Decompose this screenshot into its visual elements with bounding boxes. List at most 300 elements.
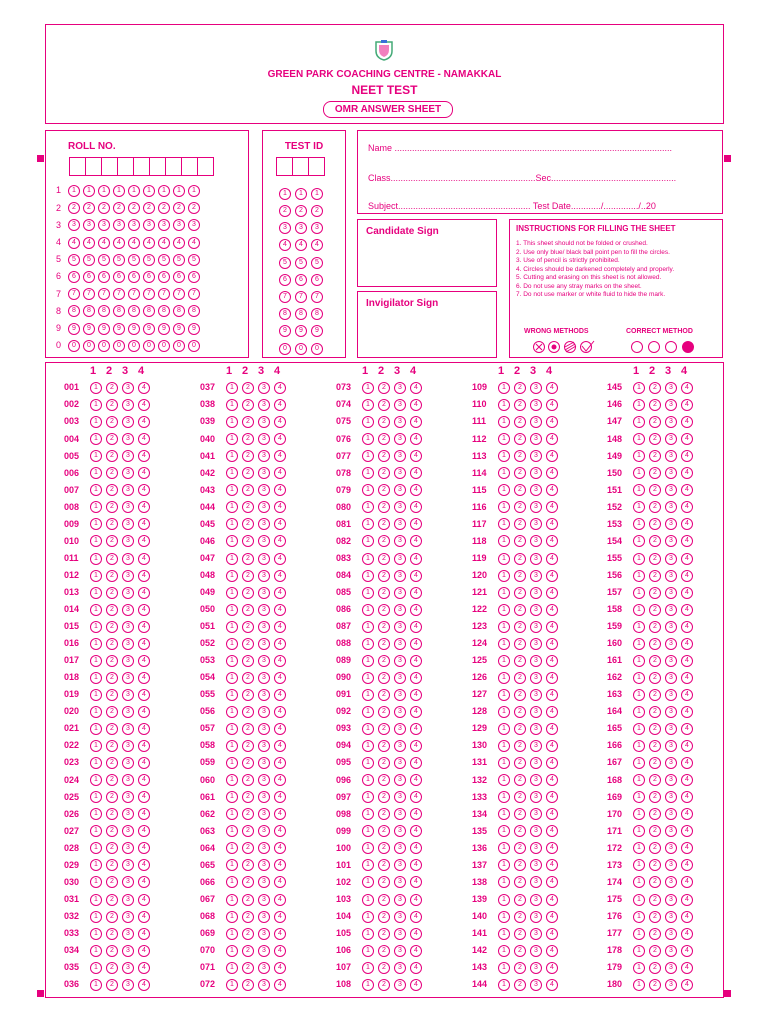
answer-bubble[interactable]: 2: [649, 740, 661, 752]
roll-bubble[interactable]: 9: [173, 323, 185, 335]
answer-bubble[interactable]: 1: [362, 535, 374, 547]
answer-bubble[interactable]: 3: [530, 416, 542, 428]
answer-bubble[interactable]: 2: [242, 416, 254, 428]
answer-bubble[interactable]: 2: [514, 518, 526, 530]
answer-bubble[interactable]: 3: [665, 570, 677, 582]
answer-bubble[interactable]: 4: [546, 416, 558, 428]
answer-bubble[interactable]: 2: [514, 911, 526, 923]
answer-bubble[interactable]: 4: [410, 774, 422, 786]
answer-bubble[interactable]: 3: [394, 911, 406, 923]
answer-bubble[interactable]: 2: [514, 962, 526, 974]
answer-bubble[interactable]: 3: [122, 791, 134, 803]
answer-bubble[interactable]: 1: [633, 791, 645, 803]
answer-bubble[interactable]: 4: [410, 689, 422, 701]
answer-bubble[interactable]: 4: [681, 689, 693, 701]
answer-bubble[interactable]: 2: [514, 450, 526, 462]
answer-bubble[interactable]: 2: [649, 399, 661, 411]
roll-bubble[interactable]: 7: [173, 288, 185, 300]
roll-bubble[interactable]: 1: [143, 185, 155, 197]
answer-bubble[interactable]: 1: [226, 825, 238, 837]
answer-bubble[interactable]: 4: [274, 911, 286, 923]
answer-bubble[interactable]: 2: [649, 723, 661, 735]
answer-bubble[interactable]: 4: [274, 518, 286, 530]
roll-bubble[interactable]: 2: [83, 202, 95, 214]
roll-bubble[interactable]: 5: [173, 254, 185, 266]
answer-bubble[interactable]: 1: [226, 876, 238, 888]
answer-bubble[interactable]: 2: [378, 655, 390, 667]
test-id-bubble[interactable]: 4: [311, 239, 323, 251]
roll-bubble[interactable]: 5: [68, 254, 80, 266]
answer-bubble[interactable]: 2: [514, 842, 526, 854]
answer-bubble[interactable]: 4: [546, 450, 558, 462]
answer-bubble[interactable]: 2: [106, 876, 118, 888]
answer-bubble[interactable]: 4: [410, 945, 422, 957]
answer-bubble[interactable]: 2: [106, 604, 118, 616]
answer-bubble[interactable]: 2: [106, 553, 118, 565]
answer-bubble[interactable]: 1: [633, 467, 645, 479]
answer-bubble[interactable]: 1: [90, 655, 102, 667]
answer-bubble[interactable]: 1: [633, 433, 645, 445]
roll-bubble[interactable]: 3: [128, 219, 140, 231]
answer-bubble[interactable]: 4: [681, 859, 693, 871]
answer-bubble[interactable]: 1: [362, 450, 374, 462]
answer-bubble[interactable]: 2: [242, 450, 254, 462]
answer-bubble[interactable]: 2: [106, 672, 118, 684]
answer-bubble[interactable]: 1: [226, 808, 238, 820]
answer-bubble[interactable]: 4: [546, 774, 558, 786]
answer-bubble[interactable]: 2: [378, 450, 390, 462]
answer-bubble[interactable]: 3: [258, 876, 270, 888]
answer-bubble[interactable]: 1: [226, 911, 238, 923]
answer-bubble[interactable]: 3: [122, 621, 134, 633]
answer-bubble[interactable]: 4: [138, 723, 150, 735]
answer-bubble[interactable]: 4: [410, 876, 422, 888]
answer-bubble[interactable]: 3: [665, 962, 677, 974]
answer-bubble[interactable]: 3: [122, 518, 134, 530]
answer-bubble[interactable]: 3: [122, 467, 134, 479]
answer-bubble[interactable]: 4: [546, 859, 558, 871]
answer-bubble[interactable]: 2: [106, 894, 118, 906]
answer-bubble[interactable]: 2: [106, 945, 118, 957]
answer-bubble[interactable]: 3: [665, 484, 677, 496]
answer-bubble[interactable]: 4: [681, 979, 693, 991]
answer-bubble[interactable]: 1: [498, 723, 510, 735]
answer-bubble[interactable]: 4: [410, 638, 422, 650]
answer-bubble[interactable]: 3: [394, 501, 406, 513]
answer-bubble[interactable]: 2: [378, 774, 390, 786]
answer-bubble[interactable]: 1: [90, 842, 102, 854]
answer-bubble[interactable]: 3: [665, 928, 677, 940]
answer-bubble[interactable]: 2: [378, 604, 390, 616]
answer-bubble[interactable]: 2: [378, 621, 390, 633]
roll-bubble[interactable]: 1: [158, 185, 170, 197]
answer-bubble[interactable]: 3: [122, 740, 134, 752]
answer-bubble[interactable]: 2: [514, 723, 526, 735]
answer-bubble[interactable]: 3: [122, 842, 134, 854]
answer-bubble[interactable]: 1: [226, 962, 238, 974]
answer-bubble[interactable]: 2: [514, 604, 526, 616]
answer-bubble[interactable]: 2: [106, 655, 118, 667]
answer-bubble[interactable]: 2: [242, 399, 254, 411]
answer-bubble[interactable]: 3: [394, 518, 406, 530]
answer-bubble[interactable]: 1: [226, 928, 238, 940]
answer-bubble[interactable]: 2: [649, 808, 661, 820]
answer-bubble[interactable]: 2: [649, 655, 661, 667]
answer-bubble[interactable]: 2: [514, 928, 526, 940]
answer-bubble[interactable]: 2: [242, 689, 254, 701]
answer-bubble[interactable]: 4: [274, 672, 286, 684]
roll-bubble[interactable]: 4: [158, 237, 170, 249]
roll-bubble[interactable]: 9: [98, 323, 110, 335]
answer-bubble[interactable]: 4: [138, 450, 150, 462]
answer-bubble[interactable]: 1: [226, 638, 238, 650]
answer-bubble[interactable]: 4: [681, 945, 693, 957]
answer-bubble[interactable]: 2: [649, 979, 661, 991]
answer-bubble[interactable]: 2: [378, 518, 390, 530]
invigilator-sign-box[interactable]: [357, 291, 497, 358]
answer-bubble[interactable]: 3: [530, 689, 542, 701]
answer-bubble[interactable]: 4: [410, 911, 422, 923]
answer-bubble[interactable]: 4: [138, 808, 150, 820]
answer-bubble[interactable]: 4: [546, 535, 558, 547]
answer-bubble[interactable]: 4: [138, 604, 150, 616]
answer-bubble[interactable]: 1: [498, 740, 510, 752]
answer-bubble[interactable]: 2: [378, 570, 390, 582]
answer-bubble[interactable]: 3: [530, 723, 542, 735]
roll-digit-cell[interactable]: [117, 157, 134, 176]
answer-bubble[interactable]: 4: [274, 825, 286, 837]
answer-bubble[interactable]: 4: [546, 791, 558, 803]
answer-bubble[interactable]: 1: [226, 774, 238, 786]
answer-bubble[interactable]: 1: [362, 911, 374, 923]
answer-bubble[interactable]: 1: [90, 467, 102, 479]
answer-bubble[interactable]: 3: [530, 894, 542, 906]
answer-bubble[interactable]: 3: [394, 962, 406, 974]
answer-bubble[interactable]: 1: [633, 894, 645, 906]
answer-bubble[interactable]: 2: [242, 791, 254, 803]
answer-bubble[interactable]: 2: [106, 928, 118, 940]
answer-bubble[interactable]: 1: [498, 484, 510, 496]
answer-bubble[interactable]: 2: [106, 911, 118, 923]
answer-bubble[interactable]: 4: [410, 621, 422, 633]
answer-bubble[interactable]: 3: [394, 655, 406, 667]
answer-bubble[interactable]: 4: [410, 859, 422, 871]
roll-bubble[interactable]: 5: [158, 254, 170, 266]
answer-bubble[interactable]: 4: [274, 723, 286, 735]
answer-bubble[interactable]: 1: [633, 416, 645, 428]
answer-bubble[interactable]: 1: [362, 894, 374, 906]
answer-bubble[interactable]: 4: [138, 689, 150, 701]
answer-bubble[interactable]: 3: [394, 774, 406, 786]
answer-bubble[interactable]: 2: [242, 842, 254, 854]
answer-bubble[interactable]: 4: [681, 399, 693, 411]
answer-bubble[interactable]: 3: [394, 706, 406, 718]
answer-bubble[interactable]: 1: [226, 518, 238, 530]
answer-bubble[interactable]: 2: [378, 791, 390, 803]
answer-bubble[interactable]: 1: [498, 774, 510, 786]
answer-bubble[interactable]: 4: [274, 979, 286, 991]
answer-bubble[interactable]: 1: [90, 791, 102, 803]
answer-bubble[interactable]: 1: [226, 433, 238, 445]
answer-bubble[interactable]: 1: [362, 467, 374, 479]
answer-bubble[interactable]: 3: [258, 825, 270, 837]
answer-bubble[interactable]: 1: [633, 979, 645, 991]
answer-bubble[interactable]: 3: [665, 433, 677, 445]
answer-bubble[interactable]: 4: [546, 757, 558, 769]
answer-bubble[interactable]: 1: [498, 757, 510, 769]
answer-bubble[interactable]: 1: [226, 859, 238, 871]
roll-bubble[interactable]: 8: [83, 305, 95, 317]
answer-bubble[interactable]: 2: [649, 501, 661, 513]
answer-bubble[interactable]: 1: [498, 825, 510, 837]
answer-bubble[interactable]: 2: [514, 979, 526, 991]
answer-bubble[interactable]: 2: [106, 808, 118, 820]
answer-bubble[interactable]: 4: [274, 655, 286, 667]
answer-bubble[interactable]: 2: [106, 570, 118, 582]
answer-bubble[interactable]: 4: [681, 808, 693, 820]
answer-bubble[interactable]: 2: [514, 774, 526, 786]
answer-bubble[interactable]: 4: [138, 894, 150, 906]
roll-bubble[interactable]: 6: [113, 271, 125, 283]
roll-bubble[interactable]: 4: [113, 237, 125, 249]
subject-date-field[interactable]: Subject..................................................... Test Date............/............../..20: [368, 201, 656, 211]
answer-bubble[interactable]: 4: [681, 825, 693, 837]
answer-bubble[interactable]: 3: [665, 911, 677, 923]
answer-bubble[interactable]: 4: [274, 621, 286, 633]
answer-bubble[interactable]: 3: [530, 911, 542, 923]
roll-bubble[interactable]: 8: [173, 305, 185, 317]
answer-bubble[interactable]: 3: [258, 723, 270, 735]
answer-bubble[interactable]: 3: [530, 535, 542, 547]
answer-bubble[interactable]: 4: [410, 604, 422, 616]
roll-bubble[interactable]: 7: [83, 288, 95, 300]
answer-bubble[interactable]: 2: [242, 740, 254, 752]
answer-bubble[interactable]: 3: [258, 382, 270, 394]
answer-bubble[interactable]: 3: [665, 876, 677, 888]
answer-bubble[interactable]: 3: [122, 450, 134, 462]
roll-bubble[interactable]: 2: [98, 202, 110, 214]
answer-bubble[interactable]: 1: [633, 706, 645, 718]
answer-bubble[interactable]: 2: [106, 723, 118, 735]
answer-bubble[interactable]: 1: [362, 876, 374, 888]
roll-bubble[interactable]: 6: [128, 271, 140, 283]
answer-bubble[interactable]: 4: [274, 876, 286, 888]
answer-bubble[interactable]: 4: [138, 706, 150, 718]
answer-bubble[interactable]: 4: [274, 842, 286, 854]
roll-bubble[interactable]: 5: [83, 254, 95, 266]
answer-bubble[interactable]: 3: [665, 621, 677, 633]
answer-bubble[interactable]: 2: [378, 911, 390, 923]
answer-bubble[interactable]: 4: [274, 416, 286, 428]
answer-bubble[interactable]: 2: [514, 757, 526, 769]
answer-bubble[interactable]: 4: [410, 467, 422, 479]
answer-bubble[interactable]: 4: [410, 399, 422, 411]
answer-bubble[interactable]: 3: [394, 859, 406, 871]
roll-bubble[interactable]: 7: [98, 288, 110, 300]
answer-bubble[interactable]: 4: [546, 518, 558, 530]
answer-bubble[interactable]: 1: [90, 928, 102, 940]
answer-bubble[interactable]: 1: [498, 979, 510, 991]
test-id-bubble[interactable]: 5: [311, 257, 323, 269]
answer-bubble[interactable]: 3: [122, 825, 134, 837]
answer-bubble[interactable]: 2: [106, 621, 118, 633]
answer-bubble[interactable]: 2: [242, 979, 254, 991]
roll-bubble[interactable]: 3: [143, 219, 155, 231]
answer-bubble[interactable]: 3: [665, 655, 677, 667]
answer-bubble[interactable]: 1: [498, 791, 510, 803]
roll-number-entry-cells[interactable]: [69, 157, 213, 181]
answer-bubble[interactable]: 1: [633, 740, 645, 752]
roll-bubble[interactable]: 2: [128, 202, 140, 214]
answer-bubble[interactable]: 1: [90, 894, 102, 906]
roll-bubble[interactable]: 7: [113, 288, 125, 300]
answer-bubble[interactable]: 3: [258, 416, 270, 428]
roll-bubble[interactable]: 0: [113, 340, 125, 352]
answer-bubble[interactable]: 3: [258, 501, 270, 513]
answer-bubble[interactable]: 4: [681, 570, 693, 582]
answer-bubble[interactable]: 2: [378, 928, 390, 940]
answer-bubble[interactable]: 2: [242, 518, 254, 530]
roll-bubble[interactable]: 5: [188, 254, 200, 266]
roll-bubble[interactable]: 7: [128, 288, 140, 300]
roll-bubble[interactable]: 2: [173, 202, 185, 214]
answer-bubble[interactable]: 3: [665, 382, 677, 394]
answer-bubble[interactable]: 3: [530, 672, 542, 684]
answer-bubble[interactable]: 1: [498, 928, 510, 940]
answer-bubble[interactable]: 1: [226, 467, 238, 479]
answer-bubble[interactable]: 2: [242, 706, 254, 718]
roll-bubble[interactable]: 9: [128, 323, 140, 335]
answer-bubble[interactable]: 2: [649, 587, 661, 599]
answer-bubble[interactable]: 2: [649, 962, 661, 974]
answer-bubble[interactable]: 2: [106, 825, 118, 837]
answer-bubble[interactable]: 1: [226, 416, 238, 428]
answer-bubble[interactable]: 4: [681, 518, 693, 530]
test-id-bubble[interactable]: 9: [295, 325, 307, 337]
answer-bubble[interactable]: 2: [649, 416, 661, 428]
answer-bubble[interactable]: 4: [410, 791, 422, 803]
answer-bubble[interactable]: 3: [122, 433, 134, 445]
answer-bubble[interactable]: 4: [138, 570, 150, 582]
answer-bubble[interactable]: 4: [546, 808, 558, 820]
roll-bubble[interactable]: 0: [83, 340, 95, 352]
answer-bubble[interactable]: 3: [258, 894, 270, 906]
roll-bubble[interactable]: 1: [98, 185, 110, 197]
answer-bubble[interactable]: 2: [649, 450, 661, 462]
answer-bubble[interactable]: 3: [258, 518, 270, 530]
answer-bubble[interactable]: 1: [362, 825, 374, 837]
answer-bubble[interactable]: 1: [226, 723, 238, 735]
answer-bubble[interactable]: 4: [546, 604, 558, 616]
answer-bubble[interactable]: 1: [498, 894, 510, 906]
roll-digit-cell[interactable]: [165, 157, 182, 176]
roll-bubble[interactable]: 1: [68, 185, 80, 197]
answer-bubble[interactable]: 4: [138, 621, 150, 633]
answer-bubble[interactable]: 2: [649, 604, 661, 616]
test-id-digit-cell[interactable]: [276, 157, 293, 176]
roll-bubble[interactable]: 4: [98, 237, 110, 249]
answer-bubble[interactable]: 3: [530, 484, 542, 496]
answer-bubble[interactable]: 1: [90, 638, 102, 650]
answer-bubble[interactable]: 1: [226, 894, 238, 906]
answer-bubble[interactable]: 2: [378, 723, 390, 735]
answer-bubble[interactable]: 3: [394, 621, 406, 633]
roll-bubble[interactable]: 0: [98, 340, 110, 352]
answer-bubble[interactable]: 2: [378, 842, 390, 854]
roll-bubble[interactable]: 8: [128, 305, 140, 317]
test-id-bubble[interactable]: 5: [279, 257, 291, 269]
answer-bubble[interactable]: 3: [530, 655, 542, 667]
answer-bubble[interactable]: 2: [514, 399, 526, 411]
answer-bubble[interactable]: 1: [226, 621, 238, 633]
answer-bubble[interactable]: 1: [90, 774, 102, 786]
answer-bubble[interactable]: 1: [633, 535, 645, 547]
answer-bubble[interactable]: 3: [394, 433, 406, 445]
answer-bubble[interactable]: 3: [530, 518, 542, 530]
answer-bubble[interactable]: 2: [514, 859, 526, 871]
roll-bubble[interactable]: 6: [158, 271, 170, 283]
test-id-digit-cell[interactable]: [292, 157, 309, 176]
roll-bubble[interactable]: 2: [68, 202, 80, 214]
answer-bubble[interactable]: 4: [274, 467, 286, 479]
test-id-bubble[interactable]: 0: [311, 343, 323, 355]
answer-bubble[interactable]: 2: [514, 484, 526, 496]
answer-bubble[interactable]: 3: [394, 808, 406, 820]
answer-bubble[interactable]: 4: [546, 706, 558, 718]
answer-bubble[interactable]: 2: [649, 672, 661, 684]
answer-bubble[interactable]: 2: [378, 433, 390, 445]
answer-bubble[interactable]: 2: [242, 825, 254, 837]
answer-bubble[interactable]: 1: [362, 672, 374, 684]
answer-bubble[interactable]: 3: [122, 859, 134, 871]
answer-bubble[interactable]: 4: [681, 911, 693, 923]
answer-bubble[interactable]: 1: [90, 911, 102, 923]
answer-bubble[interactable]: 3: [665, 689, 677, 701]
answer-bubble[interactable]: 2: [378, 859, 390, 871]
test-id-bubble[interactable]: 3: [311, 222, 323, 234]
answer-bubble[interactable]: 4: [546, 621, 558, 633]
answer-bubble[interactable]: 2: [649, 638, 661, 650]
answer-bubble[interactable]: 4: [138, 842, 150, 854]
answer-bubble[interactable]: 1: [633, 757, 645, 769]
test-id-bubble[interactable]: 6: [279, 274, 291, 286]
answer-bubble[interactable]: 3: [258, 945, 270, 957]
answer-bubble[interactable]: 4: [681, 791, 693, 803]
answer-bubble[interactable]: 4: [274, 774, 286, 786]
roll-bubble[interactable]: 6: [173, 271, 185, 283]
answer-bubble[interactable]: 1: [362, 757, 374, 769]
answer-bubble[interactable]: 4: [138, 859, 150, 871]
answer-bubble[interactable]: 3: [530, 450, 542, 462]
answer-bubble[interactable]: 3: [122, 928, 134, 940]
answer-bubble[interactable]: 4: [410, 706, 422, 718]
answer-bubble[interactable]: 2: [514, 416, 526, 428]
answer-bubble[interactable]: 2: [378, 587, 390, 599]
answer-bubble[interactable]: 1: [362, 655, 374, 667]
answer-bubble[interactable]: 4: [274, 791, 286, 803]
answer-bubble[interactable]: 4: [138, 467, 150, 479]
answer-bubble[interactable]: 3: [665, 638, 677, 650]
answer-bubble[interactable]: 2: [514, 467, 526, 479]
answer-bubble[interactable]: 4: [274, 501, 286, 513]
answer-bubble[interactable]: 3: [394, 416, 406, 428]
answer-bubble[interactable]: 2: [242, 535, 254, 547]
answer-bubble[interactable]: 3: [122, 399, 134, 411]
answer-bubble[interactable]: 3: [122, 706, 134, 718]
answer-bubble[interactable]: 3: [258, 808, 270, 820]
answer-bubble[interactable]: 3: [665, 808, 677, 820]
answer-bubble[interactable]: 2: [106, 535, 118, 547]
